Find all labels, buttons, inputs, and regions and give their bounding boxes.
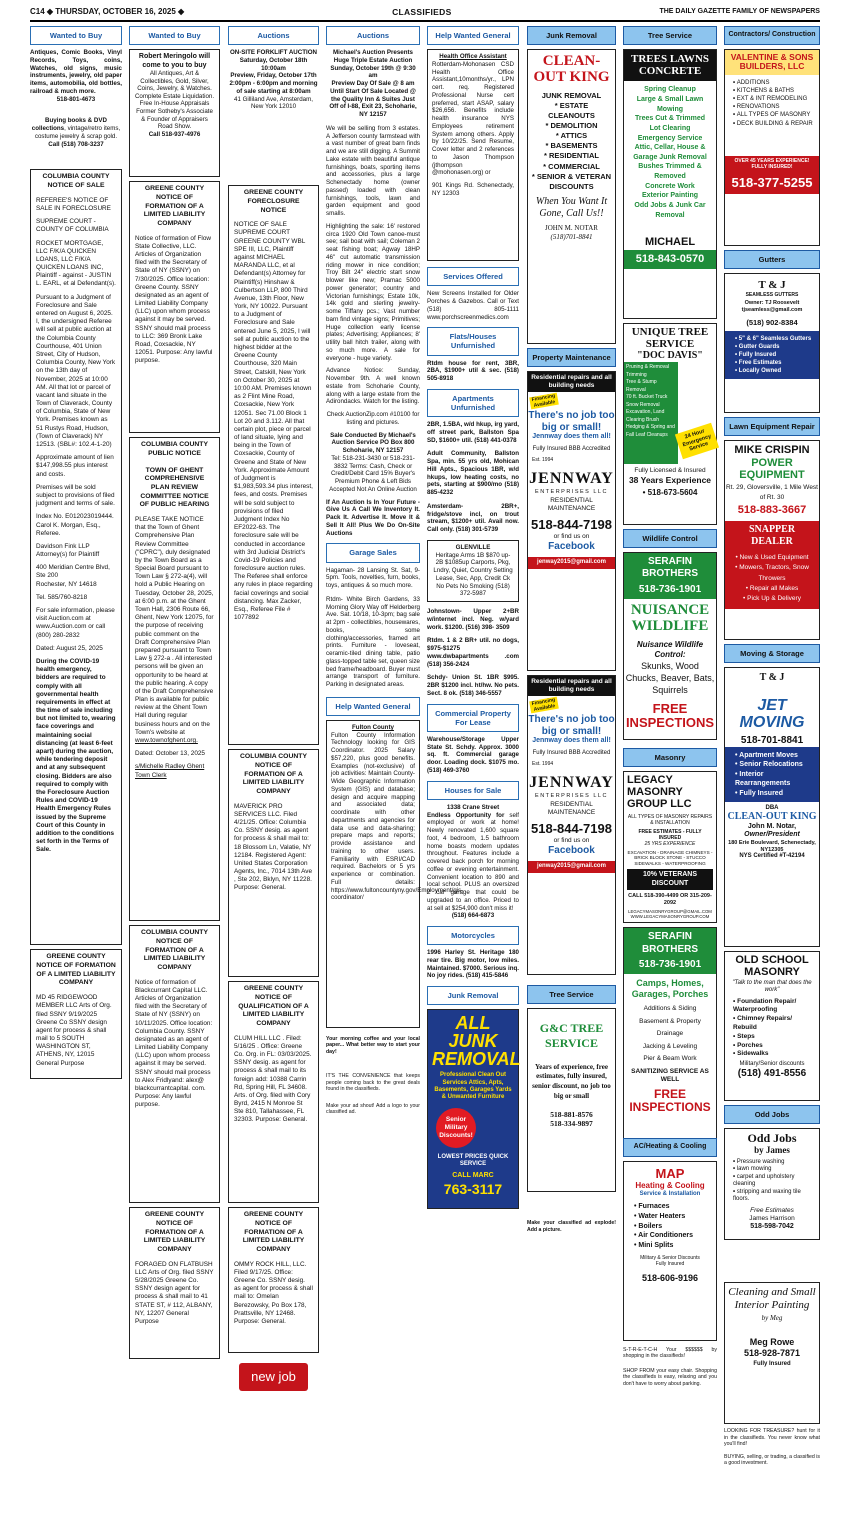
ad-old-school-masonry[interactable]: OLD SCHOOL MASONRY "Talk to the man that does the work" • Foundation Repair/ Waterproofing • Chimney Repairs/ Rebuild • Steps • Porches • Sidewalks Military/Senior discounts (518) 491-8556 bbox=[724, 951, 820, 1101]
column-5 bbox=[427, 26, 519, 1213]
ad-all-junk-removal[interactable]: ALL JUNK REMOVAL Professional Clean Out Services Attics, Apts, Basements, Garages Yards & Unwanted Furniture Senior Military Discounts! LOWEST PRICES QUICK SERVICE CALL MARC 763-3117 bbox=[427, 1009, 519, 1209]
legal-ghent-public-hearing[interactable]: COLUMBIA COUNTY PUBLIC NOTICE TOWN OF GHENT COMPREHENSIVE PLAN REVIEW COMMITTEE NOTICE OF PUBLIC HEARING PLEASE TAKE NOTICE that the Town of Ghent Comprehensive Plan Review Committee ("CPRC"), duly designated by the Town Board as a Special Board pursuant to Town Law § 272-a(4), will hold a Public Hearing on Tuesday, October 28, 2025, at 6:00 p.m. at the Ghent Town Hall, 2306 Route 66, Ghent, New York 12075, for the purpose of receiving public comment on the Draft Comprehensive Plan prepared pursuant to Town Law § 272-a . All interested persons will be given an opportunity to be heard at the public hearing. A copy of the Draft Comprehensive Plan is available for public review at the Ghent Town Hall during regular business hours and on the Town's website at www.townofghent.org. Dated: October 13, 2025 s/Michelle Radley Ghent Town Clerk bbox=[129, 437, 220, 921]
section-help-wanted-2: Help Wanted General bbox=[326, 697, 420, 716]
section-motorcycles: Motorcycles bbox=[427, 926, 519, 945]
ad-trees-lawns-concrete[interactable]: TREES LAWNS CONCRETE Spring Cleanup Large & Small Lawn Mowing Trees Cut & Trimmed Lot Clearing Emergency Service Attic, Cellar, House & Garage Junk Removal Bushes Trimmed & Removed Concrete Work Exterior Painting Odd Jobs & Junk Car Removal MICHAEL 518-843-0570 bbox=[623, 49, 717, 319]
senior-military-badge: Senior Military Discounts! bbox=[436, 1108, 476, 1148]
column-7-bottom bbox=[623, 1138, 717, 1393]
promo-explode: Make your classified ad explode! Add a picture. bbox=[527, 1220, 616, 1233]
section-contractors: Contractors/ Construction bbox=[724, 26, 820, 45]
classified-white-birch[interactable]: Rtdm- White Birch Gardens, 33 Morning Glory Way off Helderberg Ave. Sat. 10/18, 10-3pm; bag sale at 2pm - collectibles, housewares, books, some clothing/accessories, framed art prints. Furniture - loveseat, ceramic-tiled dining table, patio glass-topped table set, queen size bed frame/headboard. Buyer must arrange transport of furniture. Parking in designated areas. bbox=[326, 595, 420, 689]
section-services-offered: Services Offered bbox=[427, 267, 519, 286]
classified-screens[interactable]: New Screens Installed for Older Porches & Gazebos. Call or Text (518) 805-1111 www.porchscreenmedics.com bbox=[427, 290, 519, 321]
page-header bbox=[30, 4, 820, 22]
section-help-wanted-1: Help Wanted General bbox=[427, 26, 519, 45]
column-8 bbox=[724, 26, 820, 1244]
section-gutters: Gutters bbox=[724, 250, 820, 269]
classified-glenville[interactable]: GLENVILLE Heritage Arms 1B $870 up-2B $1085up Carports, Pkg, Lndry, Quiet, Country Setting Lease, Sec, App, Credit Ck No Pets No Smoking (518) 372-5987 bbox=[427, 540, 519, 602]
section-moving-storage: Moving & Storage bbox=[724, 644, 820, 663]
legal-columbia-maverick[interactable]: COLUMBIA COUNTY NOTICE OF FORMATION OF A LIMITED LIABILITY COMPANY MAVERICK PRO SERVICES LLC. Filed 4/21/25. Office: Columbia Co. SSNY desig. as agent for process & shall mail to: 18 Blossom Ln, Valatie, NY 12184. Registered Agent: United States Corporation Agents, Inc., 7014 13th Ave , Ste 202, Bklyn, NY 11228. Purpose: General. bbox=[228, 749, 319, 977]
legal-columbia-blackcurrant[interactable]: COLUMBIA COUNTY NOTICE OF FORMATION OF A LIMITED LIABILITY COMPANY Notice of formation of Blackcurrant Capital LLC. Articles of Organization filed with the Secretary of State of NY (SSNY) on 10/11/2025. Office location: Columbia County. SSNY designated as an agent of Limited Liability Company (LLC) upon whom process against it may be served. SSNY should mail process to Alex Fridlyand: alex@ blackcurrantcapital. com. Purpose: Any lawful purpose. bbox=[129, 925, 220, 1203]
section-wanted-to-buy-2: Wanted to Buy bbox=[129, 26, 220, 45]
promo-treasure: LOOKING FOR TREASURE? hunt for it in the classifieds. You never know what you'll find! bbox=[724, 1428, 820, 1447]
column-1 bbox=[30, 26, 122, 1083]
ad-tj-gutters[interactable]: T & J SEAMLESS GUTTERS Owner: TJ Roosevelt tjseamless@gmail.com (518) 902-8384 • 5" & 6" Seamless Gutters • Gutter Guards • Fully Insured • Free Estimates • Locally Owned bbox=[724, 273, 820, 413]
section-ac-heating: AC/Heating & Cooling bbox=[623, 1138, 717, 1157]
legal-greene-clum-hill[interactable]: GREENE COUNTY NOTICE OF QUALIFICATION OF A LIMITED LIABILITY COMPANY CLUM HILL LLC . Filed: 5/16/25 . Office: Greene Co. Org. in FL: 03/03/2025. SSNY desig. as agent for process & shall mail to its foreign add: 10388 Carrin Rd, Spring Hill, FL 34608. Arts. of Org. filed with Cory Byrd, 2415 N Monroe St Ste 810, Tallahassee, FL 32303. Purpose: General. bbox=[228, 981, 319, 1203]
promo-convenience: IT'S THE CONVENIENCE that keeps people coming back to the great deals found in the classifieds. bbox=[326, 1073, 420, 1093]
ad-doc-davis[interactable]: UNIQUE TREE SERVICE "DOC DAVIS" Pruning & Removal Trimming Tree & Stump Removal 70 ft. Bucket Truck Snow Removal Excavation, Land Clearing Brush Hedging & Spring and Fall Leaf Cleanups 24 Hour Emergency Service Fully Licensed & Insured 38 Years Experience • 518-673-5604 bbox=[623, 323, 717, 525]
new-job-promo[interactable] bbox=[228, 1357, 319, 1397]
legal-greene-foraged-flatbush[interactable]: GREENE COUNTY NOTICE OF FORMATION OF A LIMITED LIABILITY COMPANY FORAGED ON FLATBUSH LLC Arts of Org. filed SSNY 5/28/2025 Greene Co. SSNY design agent for process & shall mail to 41 STATE ST, # 112, ALBANY, NY, 12207 General Purpose bbox=[129, 1207, 220, 1359]
section-flats-houses: Flats/Houses Unfurnished bbox=[427, 327, 519, 355]
section-garage-sales: Garage Sales bbox=[326, 543, 420, 562]
ad-legacy-masonry[interactable]: LEGACY MASONRY GROUP LLC ALL TYPES OF MASONRY REPAIRS & INSTALLATION FREE ESTIMATES - FULLY INSURED 25 YRS EXPERIENCE EXCAVATION - DRAINAGE CHIMNEYS - BRICK BLOCK STONE - STUCCO SIDEWALKS - WATERPROOFING 10% VETERANS DISCOUNT CALL 518-390-4499 OR 315-209-2092 LEGACYMASONRYGROUP@GMAIL.COM WWW.LEGACYMASONRYGROUP.COM bbox=[623, 771, 717, 923]
classified-antiques[interactable]: Antiques, Comic Books, Vinyl Records, Toys, coins, Watches, old signs, music instruments, jewelry, old paper items, automobilia, old bottles, railroad & much more. 518-801-4673 bbox=[30, 49, 122, 103]
section-junk-removal-2: Junk Removal bbox=[427, 986, 519, 1005]
emergency-badge: 24 Hour Emergency Service bbox=[675, 423, 719, 460]
ad-gc-tree[interactable]: G&C TREE SERVICE Years of experience, free estimates, fully insured, senior discount, no job too big or small 518-881-8576 518-334-9897 bbox=[527, 1008, 616, 1192]
legal-greene-flow-state[interactable]: GREENE COUNTY NOTICE OF FORMATION OF A LIMITED LIABILITY COMPANY Notice of formation of Flow State Collective, LLC. Articles of Organization filed with the Secretary of State of NY (SSNY) on 7/30/2025. Office location: Greene County. SSNY designated as an agent of Limited Liability Company (LLC) upon whom process against it may be served. SSNY should mail process to LLC: 369 Bronk Lake Road, Coxsackie, NY 12051. Purpose: Any lawful purpose. bbox=[129, 181, 220, 433]
classified-schdy-union[interactable]: Schdy- Union St. 1BR $995. 2BR $1200 incl. ht/hw. No pets. Sect. 8 ok. (518) 346-5557 bbox=[427, 674, 519, 697]
classified-meringolo[interactable]: Robert Meringolo will come to you to buy All Antiques, Art & Collectibles, Gold, Silver, Coins, Jewelry, & Watches. Complete Estate Liquidation. Free In-House Appraisals Former Sotheby's Associate & Founder of Appraisers Road Show. Call 518-937-4976 bbox=[129, 49, 220, 177]
ad-cleaning-meg[interactable]: Cleaning and Small Interior Painting by Meg Meg Rowe 518-928-7871 Fully Insured bbox=[724, 1282, 820, 1424]
ad-map-heating[interactable]: MAP Heating & Cooling Service & Installation • Furnaces • Water Heaters • Boilers • Air Conditioners • Mini Splits Military & Senior Discounts Fully Insured 518-606-9196 bbox=[623, 1161, 717, 1341]
paper-name: THE DAILY GAZETTE FAMILY OF NEWSPAPERS bbox=[659, 7, 820, 15]
classified-rtdm-house[interactable]: Rtdm house for rent, 3BR, 2BA, $1900+ util & sec. (518) 505-8918 bbox=[427, 359, 519, 383]
ad-serafin-wildlife[interactable]: SERAFIN BROTHERS 518-736-1901 NUISANCE WILDLIFE Nuisance Wildlife Control: Skunks, Wood Chucks, Beaver, Bats, Squirrels FREE INSPECTIONS bbox=[623, 552, 717, 740]
classified-johnstown[interactable]: Johnstown- Upper 2+BR w/internet incl. Neg. w/yard work. $1200. (516) 398- 3509 bbox=[427, 608, 519, 631]
ad-mike-crispin[interactable]: MIKE CRISPIN POWER EQUIPMENT Rt. 29, Gloversville, 1 Mile West of Rt. 30 518-883-3667 SNAPPER DEALER • New & Used Equipment • Mowers, Tractors, Snow Throwers • Repair all Makes • Pick Up & Delivery bbox=[724, 440, 820, 640]
classified-books-dvd[interactable]: Buying books & DVD collections, vintage/retro items, costume jewelry & scrap gold. Call (518) 708-3237 bbox=[31, 117, 121, 148]
column-4 bbox=[326, 26, 464, 1122]
section-wanted-to-buy-1: Wanted to Buy bbox=[30, 26, 122, 45]
ad-jennway-1[interactable]: Residential repairs and all building needs Financing Available There's no job too big or small! Jennway does them all! Fully Insured BBB Accredited Est. 1994 JENNWAY ENTERPRISES LLC RESIDENTIAL MAINTENANCE 518-844-7198 or find us on Facebook jenway2015@gmail.com bbox=[527, 371, 616, 671]
classified-adult-community[interactable]: Adult Community, Ballston Spa, min. 55 yrs old, Mohican Hill Apts., Spacious 1BR, w/d hkups, low heating costs, no pets, starting at $900/mo (518) 885-4232 bbox=[427, 450, 519, 497]
ad-jet-moving[interactable]: T & J JET MOVING 518-701-8841 • Apartment Moves • Senior Relocations • Interior Rearrangements • Fully Insured DBA CLEAN-OUT KING John M. Notar, Owner/President 180 Erie Boulevard, Schenectady, NY12305 NYS Certified #T-42194 bbox=[724, 667, 820, 947]
column-6 bbox=[527, 26, 616, 1239]
section-tree-service-1: Tree Service bbox=[623, 26, 717, 45]
classified-crane-street[interactable]: 1338 Crane Street Endless Opportunity for self employed or work at home! Newly renovated 1,600 square foot, 4 bedroom, 1.5 bathroom home boasts modern updates throughout. Features include a covered back porch for morning coffee or evening entertainment. Convenient location to 890 and local school. PLUS an oversized 2 car garage that could be upgraded to an office. Priced to at sell at $254,900 don't miss it! (518) 664-6873 bbox=[427, 803, 519, 920]
section-title: CLASSIFIEDS bbox=[392, 6, 452, 17]
promo-shop: SHOP FROM your easy chair. Shopping the classifieds is easy, relaxing and you don't have to worry about parking. bbox=[623, 1367, 717, 1387]
section-tree-service-2: Tree Service bbox=[527, 985, 616, 1004]
classified-amsterdam-apt[interactable]: Amsterdam- 2BR+, fridge/stove incl, on trout stream, $1200+ util. Avail now. Call only. (518) 301-5739 bbox=[427, 502, 519, 534]
section-junk-removal-1: Junk Removal bbox=[527, 26, 616, 45]
classified-hagaman[interactable]: Hagaman- 28 Lansing St. Sat, 9-5pm. Tools, novelties, furn, books, toys, antiques & so much more. bbox=[326, 566, 420, 590]
ad-clean-out-king[interactable]: CLEAN-OUT KING JUNK REMOVAL * ESTATE CLEANOUTS * DEMOLITION * ATTICS * BASEMENTS * RESIDENTIAL * COMMERCIAL * SENIOR & VETERAN DISCOUNTS When You Want It Gone, Call Us!! JOHN M. NOTAR (518)701-8841 bbox=[527, 49, 616, 344]
section-apartments: Apartments Unfurnished bbox=[427, 389, 519, 417]
section-auctions-2: Auctions bbox=[326, 26, 420, 45]
classified-health-office[interactable]: Health Office Assistant Rotterdam-Mohonasen CSD Health Office Assistant,10months/yr., LPN cert. req. Registered Professional Nurse cert preferred, start ASAP, salary $26,656. Benefits include health insurance NYS Employees retirement System among others. Apply by 10/22/25. Send Resume, Cover letter and 2 references to Jason Thompson (jthompson @mohonasen.org) or 901 Kings Rd. Schenectady, NY 12303 bbox=[427, 49, 519, 261]
section-masonry: Masonry bbox=[623, 748, 717, 767]
column-2 bbox=[129, 26, 220, 1363]
ad-valentine-sons[interactable]: VALENTINE & SONS BUILDERS, LLC • ADDITIONS • KITCHENS & BATHS • EXT & INT REMODELING • RENOVATIONS • ALL TYPES OF MASONRY • DECK BUILDING & REPAIR OVER 45 YEARS EXPERIENCE! FULLY INSURED! 518-377-5255 bbox=[724, 49, 820, 246]
ad-serafin-camps[interactable]: SERAFIN BROTHERS 518-736-1901 Camps, Homes, Garages, Porches Additions & Siding Basement & Property Drainage Jacking & Leveling Pier & Beam Work SANITIZING SERVICE AS WELL FREE INSPECTIONS bbox=[623, 927, 717, 1143]
page-info: C14 ◆ THURSDAY, OCTOBER 16, 2025 ◆ bbox=[30, 7, 185, 17]
legal-columbia-notice-of-sale[interactable]: COLUMBIA COUNTY NOTICE OF SALE REFEREE'S NOTICE OF SALE IN FORECLOSURE SUPREME COURT - COUNTY OF COLUMBIA ROCKET MORTGAGE, LLC F/K/A QUICKEN LOANS, LLC F/K/A QUICKEN LOANS INC, Plaintiff - against - JUSTIN L. EARL, et al Defendant(s). Pursuant to a Judgment of Foreclosure and Sale entered on August 6, 2025. I, the undersigned Referee will sell at public auction at the Columbia County Courthouse, 401 Union Street, City of Hudson, Columbia County, New York on the 13th day of November, 2025 at 10:00 AM. All that lot or parcel of vacant land situate in the Town of Claverack, County of Columbia, State of New York. Premises known as 51 Rustys Road, Hudson, (Town of Claverack) NY 12513. (SBL#: 102.4-1-20) Approximate amount of lien $147,998.55 plus interest and costs. Premises will be sold subject to provisions of filed judgment and terms of sale. Index No. E012023019444. Carol K. Morgan, Esq., Referee. Davidson Fink LLP Attorney(s) for Plaintiff 400 Meridian Centre Blvd, Ste 200 Rochester, NY 14618 Tel. 585/760-8218 For sale information, please visit Auction.com at www.Auction.com or call (800) 280-2832 Dated: August 25, 2025 During the COVID-19 health emergency, bidders are required to comply with all governmental health requirements in effect at the time of sale including but not limited to, wearing face coverings and maintaining social distancing (at least 6-feet apart) during the auction, while tendering deposit and at any subsequent closing. Bidders are also required to comply with the Foreclosure Auction Rules and COVID-19 Health Emergency Rules issued by the Supreme Court of this County in addition to the conditions set forth in the Terms of Sale. bbox=[30, 169, 122, 945]
legal-greene-foreclosure[interactable]: GREENE COUNTY FORECLOSURE NOTICE NOTICE OF SALE SUPREME COURT GREENE COUNTY WBL SPE III, LLC, Plaintiff against MICHAEL MARANDA LLC, et al Defendant(s) Attorney for Plaintiff(s) Hinshaw & Culbertson LLP, 800 Third Avenue, 13th Floor, New York, NY 10022. Pursuant to a Judgment of Foreclosure and Sale entered June 5, 2025, I will sell at public auction to the highest bidder at the Greene County Courthouse, 320 Main Street, Catskill, New York on October 30, 2025 at 10:00 AM. Premises known as 2 Flint Mine Road, Coxsackie, New York 12051. Sec 71.00 Block 1 Lot 20 and 3.112. All that certain plot, piece or parcel of land situate, lying and being in the Town of Coxsackie, County of Greene and State of New York. Approximate Amount of Judgment is $1,983,593.34 plus interest, fees, and costs. Premises will be sold subject to provisions of filed Judgment Index No EF2022-63. The foreclosure sale will be conducted in accordance with 3rd Judicial District's Covid-19 Policies and foreclosure auction rules. The Referee shall enforce any rules in place regarding facial coverings and social distancing. Max Zacker, Esq., Referee File # 1077892 bbox=[228, 185, 319, 745]
promo-buying: BUYING, selling, or trading, a classified is a good investment. bbox=[724, 1453, 821, 1466]
ad-odd-jobs-james[interactable]: Odd Jobs by James • Pressure washing • lawn mowing • carpet and upholstery cleaning • stripping and waxing tile floors. Free Estimates James Harrison 518-598-7042 bbox=[724, 1128, 820, 1240]
section-auctions-1: Auctions bbox=[228, 26, 319, 45]
classified-forklift-auction[interactable]: ON-SITE FORKLIFT AUCTION Saturday, October 18th 10:00am Preview, Friday, October 17th 2:00pm - 6:00pm and morning of sale starting at 8:00am 41 Gilliland Ave, Amsterdam, New York 12010 bbox=[229, 49, 318, 111]
section-lawn-equipment: Lawn Equipment Repair bbox=[724, 417, 820, 436]
classified-warehouse[interactable]: Warehouse/Storage Upper State St. Schdy. Approx. 3000 sq. ft. Commercial garage door. Loading dock. $1075 mo. (518) 469-3760 bbox=[427, 735, 519, 774]
new-job-button[interactable]: new job bbox=[239, 1363, 308, 1391]
section-houses-for-sale: Houses for Sale bbox=[427, 781, 519, 800]
legal-greene-ommy-rock[interactable]: GREENE COUNTY NOTICE OF FORMATION OF A LIMITED LIABILITY COMPANY OMMY ROCK HILL, LLC. Filed 9/17/25. Office: Greene Co. SSNY desig. as agent for process & shall mail to: Omelan Berezowsky, Po Box 178, Prattsville, NY 12468. Purpose: General. bbox=[228, 1207, 319, 1353]
column-7 bbox=[623, 26, 717, 1147]
promo-make-ad-shout: Make your ad shout! Add a logo to your classified ad. bbox=[326, 1102, 420, 1116]
ad-jennway-2[interactable]: Residential repairs and all building needs Financing Available There's no job too big or small! Jennway does them all! Fully Insured BBB Accredited Est. 1994 JENNWAY ENTERPRISES LLC RESIDENTIAL MAINTENANCE 518-844-7198 or find us on Facebook jenway2015@gmail.com bbox=[527, 675, 616, 975]
classified-harley[interactable]: 1996 Harley St. Heritage 180 rear tire. Big motor, low miles. Maintained. $7000. Serious inq. No joy rides. (518) 415-5846 bbox=[427, 949, 519, 980]
column-3 bbox=[228, 26, 319, 1401]
classified-michaels-auction[interactable]: Michael's Auction Presents Huge Triple Estate Auction Sunday, October 19th @ 9:30 am Preview Day Of Sale @ 8 am Until Start Of Sale Located @ the Quality Inn & Suites Just Off of I-88, Exit 23, Schoharie, NY 12157 We will be selling from 3 estates. A Jefferson county farmstead with a vast number of great barn finds and we are still digging. A Summit Lake estate with beautiful antique furnishings, boats, sporting items and accessories, plus a large Schenectady home (owner passed) loaded with clean furnishings, tools, lawn and garden equipment and good smalls. Highlighting the sale: 16' restored circa 1920 Old Town canoe-must see; sail boat with sail; Coleman 2 seat fishing boat; Agway 18HP 46" cut automatic transmission riding mower in nice condition; Troy Bilt 24" electric start snow blower like new; Pramac 5000 power generator; country and Victorian furnishings; Estate 10k, 14k gold and sterling jewelry- some Tiffany pcs.; Vast number barn find vintage signs; Primitives; Huge collection early license plates; Advertising; Appliances; 8' utility ball hitch trailer, along with so much more. A sale for everyone - huge variety. Advance Notice: Sunday, November 9th. A well known estate from Schoharie County, along with a large estate from the Adirondacks. Watch for the listing. Check AuctionZip.com #10100 for listing and pictures. Sale Conducted By Michael's Auction Service PO Box 800 Schoharie, NY 12157 Tel: 518-231-3430 or 518-231-3832 Terms: Cash, Check or Credit/Debit Card 15% Buyer's Premium Phone & Left Bids Accepted Not An Online Auction If An Auction Is In Your Future - Give Us A Call We Inventory It. Pack It. Advertise It. Move It & Sell It All! Plus We Do On-Site Auctions bbox=[326, 49, 420, 537]
section-wildlife-control: Wildlife Control bbox=[623, 529, 717, 548]
promo-stretch: S-T-R-E-T-C-H Your $$$$$$ by shopping in the classifieds! bbox=[623, 1346, 717, 1360]
section-property-maintenance: Property Maintenance bbox=[527, 348, 616, 367]
classified-rtdm-apt[interactable]: Rtdm. 1 & 2 BR+ util. no dogs, $975-$1275 www.dwbapartments .com (518) 356-2424 bbox=[427, 637, 519, 668]
section-commercial-property: Commercial Property For Lease bbox=[427, 704, 519, 732]
section-odd-jobs: Odd Jobs bbox=[724, 1105, 820, 1124]
legal-greene-md45-ridgewood[interactable]: GREENE COUNTY NOTICE OF FORMATION OF A LIMITED LIABILITY COMPANY MD 45 RIDGEWOOD MEMBER LLC Arts of Org. filed SSNY 9/19/2025 Greene Co SSNY design agent for process & shall mail to 5 SOUTH WASHINGTON ST, ATHENS, NY, 12015 General Purpose bbox=[30, 949, 122, 1079]
promo-morning-coffee: Your morning coffee and your local paper... What better way to start your day! bbox=[326, 1035, 420, 1055]
classified-apt-ballston[interactable]: 2BR, 1.5BA, w/d hkup, irg yard, off street park, Ballston Spa SD, $1600+ util. (518) 441-0378 bbox=[427, 421, 519, 444]
column-8-bottom bbox=[724, 1282, 820, 1473]
classified-fulton-gis[interactable]: Fulton County Fulton County Information Technology looking for GIS Coordinator. 2025 Salary $57,220, plus good benefits. Examples (not-exclusive) of job activities: Maintain County-Wide Geographic Information System (GIS) and database; design and acquire mapping and associated data; coordinate with other departments and agencies for data use and data-sharing; prepare maps and reports; provide assistance and training to other users. Familiarity with ESRI/CAD required. Bachelors or 5 yrs experience or combination. Full details: https://www.fultoncountyny.gov/Employment/gis-coordinator/ bbox=[326, 720, 420, 1028]
